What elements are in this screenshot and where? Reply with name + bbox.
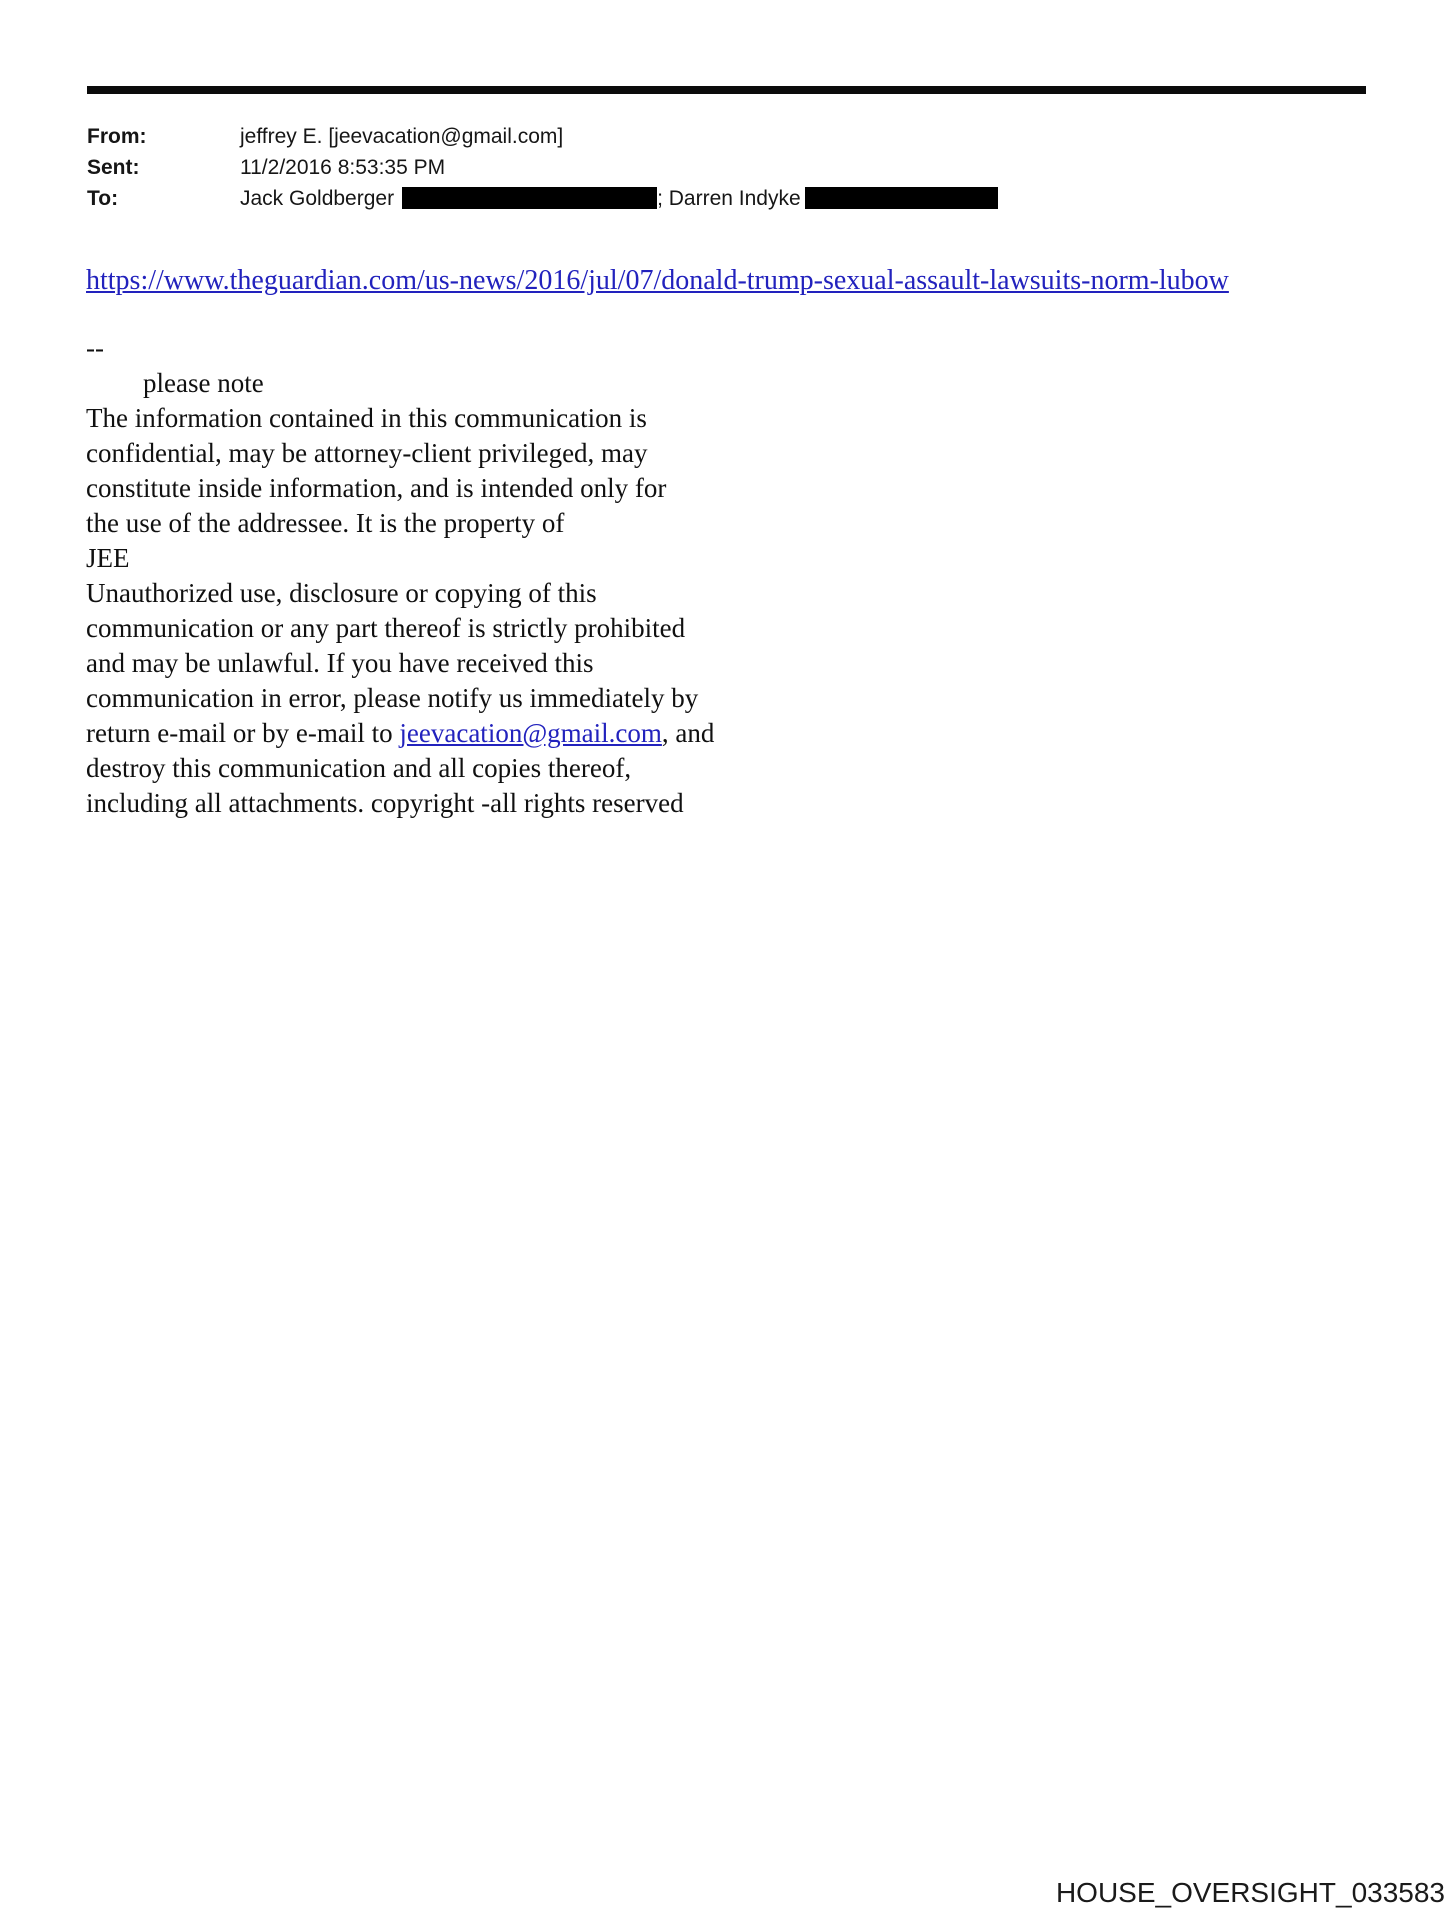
disclaimer-line: constitute inside information, and is intended only for xyxy=(86,473,667,503)
to-label: To: xyxy=(87,187,119,210)
header-row-sent xyxy=(87,152,998,183)
email-body xyxy=(86,331,714,821)
recipient-separator: ; xyxy=(657,187,669,210)
email-sentence-prefix: return e-mail or by e-mail to xyxy=(86,718,400,748)
header-row-from xyxy=(87,121,998,152)
header-row-to xyxy=(87,183,998,214)
redaction-bar xyxy=(805,187,998,209)
to-value xyxy=(240,183,998,214)
disclaimer-line: the use of the addressee. It is the property of xyxy=(86,508,565,538)
disclaimer-line: destroy this communication and all copies thereof, xyxy=(86,753,632,783)
sent-value: 11/2/2016 8:53:35 PM xyxy=(240,156,446,179)
signature-divider: -- xyxy=(86,333,104,363)
disclaimer-line-with-link xyxy=(86,716,714,751)
bates-number: HOUSE_OVERSIGHT_033583 xyxy=(1055,1877,1445,1908)
sent-label: Sent: xyxy=(87,156,140,179)
recipient-name: Jack Goldberger xyxy=(240,187,395,210)
redaction-bar xyxy=(402,187,657,209)
from-label: From: xyxy=(87,125,147,148)
disclaimer-line: communication in error, please notify us immediately by xyxy=(86,683,699,713)
from-value: jeffrey E. [jeevacation@gmail.com] xyxy=(240,125,564,148)
disclaimer-line: communication or any part thereof is strictly prohibited xyxy=(86,613,686,643)
disclaimer-line: JEE xyxy=(86,543,130,573)
article-url-line xyxy=(86,263,1229,298)
recipient-name: Darren Indyke xyxy=(668,187,801,210)
disclaimer-line: The information contained in this communication is xyxy=(86,403,647,433)
article-url-link[interactable]: https://www.theguardian.com/us-news/2016/jul/07/donald-trump-sexual-assault-lawsuits-norm-lubow xyxy=(86,265,1229,296)
disclaimer-line: including all attachments. copyright -all rights reserved xyxy=(86,788,684,818)
email-sentence-suffix: , and xyxy=(661,718,715,748)
please-note-line: please note xyxy=(143,368,264,398)
header-separator-line xyxy=(87,86,1366,94)
email-header xyxy=(87,121,998,214)
disclaimer-line: Unauthorized use, disclosure or copying of this xyxy=(86,578,597,608)
disclaimer-line: and may be unlawful. If you have received this xyxy=(86,648,594,678)
disclaimer-line: confidential, may be attorney-client privileged, may xyxy=(86,438,648,468)
reply-email-link[interactable]: jeevacation@gmail.com xyxy=(399,718,662,748)
